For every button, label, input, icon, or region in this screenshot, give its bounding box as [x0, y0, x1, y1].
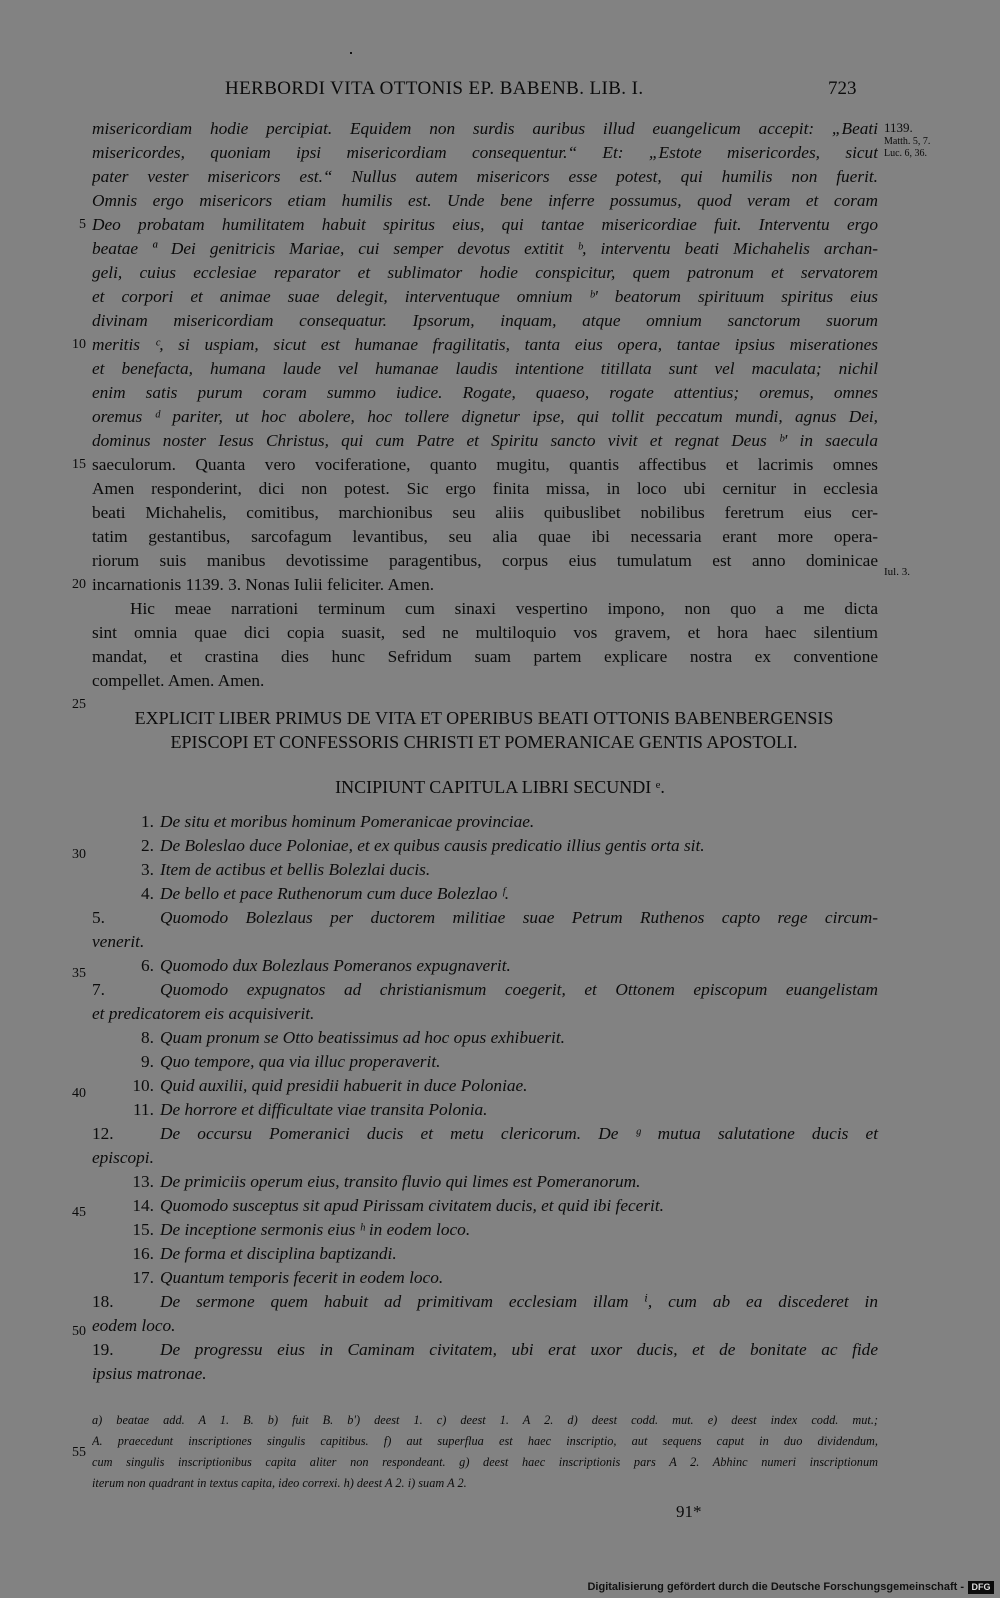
- chapter-item: [92, 954, 878, 978]
- chapter-title: ipsius matronae.: [92, 1364, 207, 1383]
- line-number: 45: [72, 1205, 86, 1220]
- body-line: misericordiam hodie percipiat. Equidem non surdis auribus illud euangelicum accepit: „Beati: [92, 119, 878, 138]
- chapter-item: [92, 834, 878, 858]
- body-line: tatim gestantibus, sarcofagum levantibus, seu alia quae ibi necessaria erant more opera-: [92, 527, 878, 546]
- chapter-number: 7.: [92, 980, 105, 999]
- chapter-item-continuation: [92, 1002, 878, 1026]
- scan-speck: [350, 52, 352, 54]
- chapter-number: 6.: [141, 956, 154, 975]
- body-line: et benefacta, humana laude vel humanae laudis intentione titillata sunt vel maculata; nichil: [92, 359, 878, 378]
- line-number: 15: [72, 457, 86, 472]
- body-line: incarnationis 1139. 3. Nonas Iulii feliciter. Amen.: [92, 575, 435, 594]
- body-line: beati Michahelis, comitibus, marchionibus seu aliis quibuslibet nobilibus feretrum eius cer-: [92, 503, 878, 522]
- chapter-item: [92, 1338, 878, 1362]
- chapter-item: [92, 906, 878, 930]
- margin-note: Matth. 5, 7.: [884, 136, 931, 147]
- chapter-title: Quam pronum se Otto beatissimus ad hoc opus exhibuerit.: [160, 1028, 565, 1047]
- dfg-logo: DFG: [968, 1581, 994, 1594]
- body-line: geli, cuius ecclesiae reparator et sublimator hodie conspicitur, quem patronum et servatorem: [92, 263, 878, 282]
- footnote-line: a) beatae add. A 1. B. b) fuit B. b') deest 1. c) deest 1. A 2. d) deest codd. mut. e) deest index codd. mut.;: [92, 1413, 878, 1427]
- chapter-title: De occursu Pomeranici ducis et metu clericorum. De ᵍ mutua salutatione ducis et: [160, 1124, 878, 1143]
- chapter-item-continuation: [92, 930, 878, 954]
- chapter-number: 19.: [92, 1340, 114, 1359]
- chapter-title: De bello et pace Ruthenorum cum duce Bolezlao ᶠ.: [160, 884, 510, 903]
- chapter-title: Quomodo dux Bolezlaus Pomeranos expugnaverit.: [160, 956, 511, 975]
- body-line: oremus ᵈ pariter, ut hoc abolere, hoc tollere dignetur ipse, qui tollit peccatum mundi, agnus Dei,: [92, 407, 878, 426]
- body-line: pater vester misericors est.“ Nullus autem misericors esse potest, qui humilis non fuerit.: [92, 167, 878, 186]
- chapter-item: [92, 1074, 878, 1098]
- signature-mark: 91*: [676, 1502, 702, 1521]
- chapter-item: [92, 1242, 878, 1266]
- body-line: Deo probatam humilitatem habuit spiritus eius, qui tantae misericordiae fuit. Interventu ergo: [92, 215, 878, 234]
- running-header: [0, 78, 1000, 104]
- chapter-title: De situ et moribus hominum Pomeranicae provinciae.: [160, 812, 535, 831]
- chapter-item: [92, 1098, 878, 1122]
- margin-note: Iul. 3.: [884, 566, 910, 578]
- chapter-title: Item de actibus et bellis Bolezlai ducis.: [160, 860, 431, 879]
- chapter-number: 11.: [133, 1100, 154, 1119]
- line-number: 5: [79, 217, 86, 232]
- chapter-title: De horrore et difficultate viae transita Polonia.: [160, 1100, 488, 1119]
- chapter-number: 10.: [132, 1076, 154, 1095]
- body-line: saeculorum. Quanta vero vociferatione, quanto mugitu, quantis affectibus et lacrimis omnes: [92, 455, 878, 474]
- explicit-line-1: EXPLICIT LIBER PRIMUS DE VITA ET OPERIBUS BEATI OTTONIS BABENBERGENSIS: [134, 708, 834, 728]
- header-title: HERBORDI VITA OTTONIS EP. BABENB. LIB. I.: [225, 78, 644, 99]
- body-line: Amen responderint, dici non potest. Sic ergo finita missa, in loco ubi cernitur in ecclesia: [92, 479, 878, 498]
- chapter-number: 5.: [92, 908, 105, 927]
- chapter-number: 2.: [141, 836, 154, 855]
- page-number: 723: [828, 78, 857, 99]
- body-line: Omnis ergo misericors etiam humilis est. Unde bene inferre possumus, quod veram et coram: [92, 191, 878, 210]
- chapter-title: eodem loco.: [92, 1316, 176, 1335]
- chapter-item-continuation: [92, 1146, 878, 1170]
- chapter-title: Quomodo susceptus sit apud Pirissam civitatem ducis, et quid ibi fecerit.: [160, 1196, 664, 1215]
- margin-note: 1139.: [884, 120, 913, 135]
- margin-note: Luc. 6, 36.: [884, 148, 928, 159]
- chapter-item: [92, 1026, 878, 1050]
- chapter-item: [92, 978, 878, 1002]
- chapter-title: De forma et disciplina baptizandi.: [160, 1244, 397, 1263]
- chapter-number: 13.: [132, 1172, 154, 1191]
- chapter-number: 4.: [141, 884, 154, 903]
- line-number: 35: [72, 966, 86, 981]
- footer-credit: Digitalisierung gefördert durch die Deutsche Forschungsgemeinschaft -: [587, 1581, 964, 1593]
- chapter-number: 15.: [132, 1220, 154, 1239]
- chapter-number: 14.: [132, 1196, 154, 1215]
- chapter-number: 1.: [141, 812, 154, 831]
- chapter-number: 12.: [92, 1124, 114, 1143]
- chapter-number: 3.: [141, 860, 154, 879]
- chapter-item: [92, 1122, 878, 1146]
- chapter-item: [92, 1194, 878, 1218]
- body-line: beatae ª Dei genitricis Mariae, cui semper devotus extitit ᵇ, interventu beati Michahelis archan-: [92, 239, 878, 258]
- chapter-title: De Boleslao duce Poloniae, et ex quibus causis predicatio illius gentis orta sit.: [160, 836, 705, 855]
- chapter-title: De inceptione sermonis eius ʰ in eodem loco.: [160, 1220, 471, 1239]
- chapter-number: 16.: [132, 1244, 154, 1263]
- chapter-item: [92, 882, 878, 906]
- chapter-title: De progressu eius in Caminam civitatem, ubi erat uxor ducis, et de bonitate ac fide: [160, 1340, 878, 1359]
- body-line: misericordes, quoniam ipsi misericordiam consequentur.“ Et: „Estote misericordes, sicut: [92, 143, 878, 162]
- body-line: Hic meae narrationi terminum cum sinaxi vespertino impono, non quo a me dicta: [130, 599, 878, 618]
- chapter-number: 9.: [141, 1052, 154, 1071]
- body-line: compellet. Amen. Amen.: [92, 671, 265, 690]
- line-number: 55: [72, 1445, 86, 1460]
- chapter-item: [92, 1266, 878, 1290]
- chapter-number: 18.: [92, 1292, 114, 1311]
- chapter-item: [92, 1290, 878, 1314]
- chapter-title: Quomodo expugnatos ad christianismum coegerit, et Ottonem episcopum euangelistam: [160, 980, 878, 999]
- chapter-title: et predicatorem eis acquisiverit.: [92, 1004, 315, 1023]
- line-number: 30: [72, 847, 86, 862]
- chapter-item: [92, 858, 878, 882]
- chapter-title: Quo tempore, qua via illuc properaverit.: [160, 1052, 441, 1071]
- chapter-item: [92, 1218, 878, 1242]
- line-number: 40: [72, 1086, 86, 1101]
- chapter-item-continuation: [92, 1314, 878, 1338]
- chapter-number: 17.: [132, 1268, 154, 1287]
- footer-bar: [0, 1578, 1000, 1598]
- chapter-title: Quomodo Bolezlaus per ductorem militiae suae Petrum Ruthenos capto rege circum-: [160, 908, 878, 927]
- chapter-item: [92, 1050, 878, 1074]
- chapter-item: [92, 810, 878, 834]
- footnote-line: iterum non quadrant in textus capita, ideo correxi. h) deest A 2. i) suam A 2.: [92, 1476, 467, 1490]
- body-line: et corpori et animae suae delegit, interventuque omnium ᵇ' beatorum spirituum spiritus eius: [92, 287, 878, 306]
- body-line: meritis ᶜ, si uspiam, sicut est humanae fragilitatis, tanta eius opera, tantae ipsius miserationes: [92, 335, 878, 354]
- body-line: divinam misericordiam consequatur. Ipsorum, inquam, atque omnium sanctorum suorum: [92, 311, 878, 330]
- chapter-title: venerit.: [92, 932, 145, 951]
- chapter-number: 8.: [141, 1028, 154, 1047]
- chapter-title: De primiciis operum eius, transito fluvio qui limes est Pomeranorum.: [160, 1172, 641, 1191]
- body-line: enim satis purum coram summo iudice. Rogate, quaeso, rogate attentius; oremus, omnes: [92, 383, 878, 402]
- chapter-title: De sermone quem habuit ad primitivam ecclesiam illam ⁱ, cum ab ea discederet in: [160, 1292, 878, 1311]
- body-line: sint omnia quae dici copia suasit, sed ne multiloquio vos gravem, et hora haec silentium: [92, 623, 878, 642]
- line-number: 20: [72, 577, 86, 592]
- footnote-line: cum singulis inscriptionibus capita aliter non respondeant. g) deest haec inscriptionis pars A 2. Abhinc numeri inscriptionum: [92, 1455, 878, 1469]
- chapter-title: Quantum temporis fecerit in eodem loco.: [160, 1268, 444, 1287]
- line-number: 50: [72, 1324, 86, 1339]
- line-number: 10: [72, 337, 86, 352]
- chapters-heading: INCIPIUNT CAPITULA LIBRI SECUNDI ᵉ.: [335, 777, 665, 797]
- body-line: dominus noster Iesus Christus, qui cum Patre et Spiritu sancto vivit et regnat Deus ᵇ' in saecula: [92, 431, 878, 450]
- line-number: 25: [72, 697, 86, 712]
- chapter-title: Quid auxilii, quid presidii habuerit in duce Poloniae.: [160, 1076, 528, 1095]
- body-line: mandat, et crastina dies hunc Sefridum suam partem explicare nostra ex conventione: [92, 647, 878, 666]
- chapter-item-continuation: [92, 1362, 878, 1386]
- body-line: riorum suis manibus devotissime paragentibus, corpus eius tumulatum est anno dominicae: [92, 551, 878, 570]
- footnote-line: A. praecedunt inscriptiones singulis capitibus. f) aut superflua est haec inscriptio, aut sequens caput in duo dividendum,: [92, 1434, 878, 1448]
- explicit-line-2: EPISCOPI ET CONFESSORIS CHRISTI ET POMERANICAE GENTIS APOSTOLI.: [170, 732, 798, 752]
- chapter-item: [92, 1170, 878, 1194]
- chapter-title: episcopi.: [92, 1148, 154, 1167]
